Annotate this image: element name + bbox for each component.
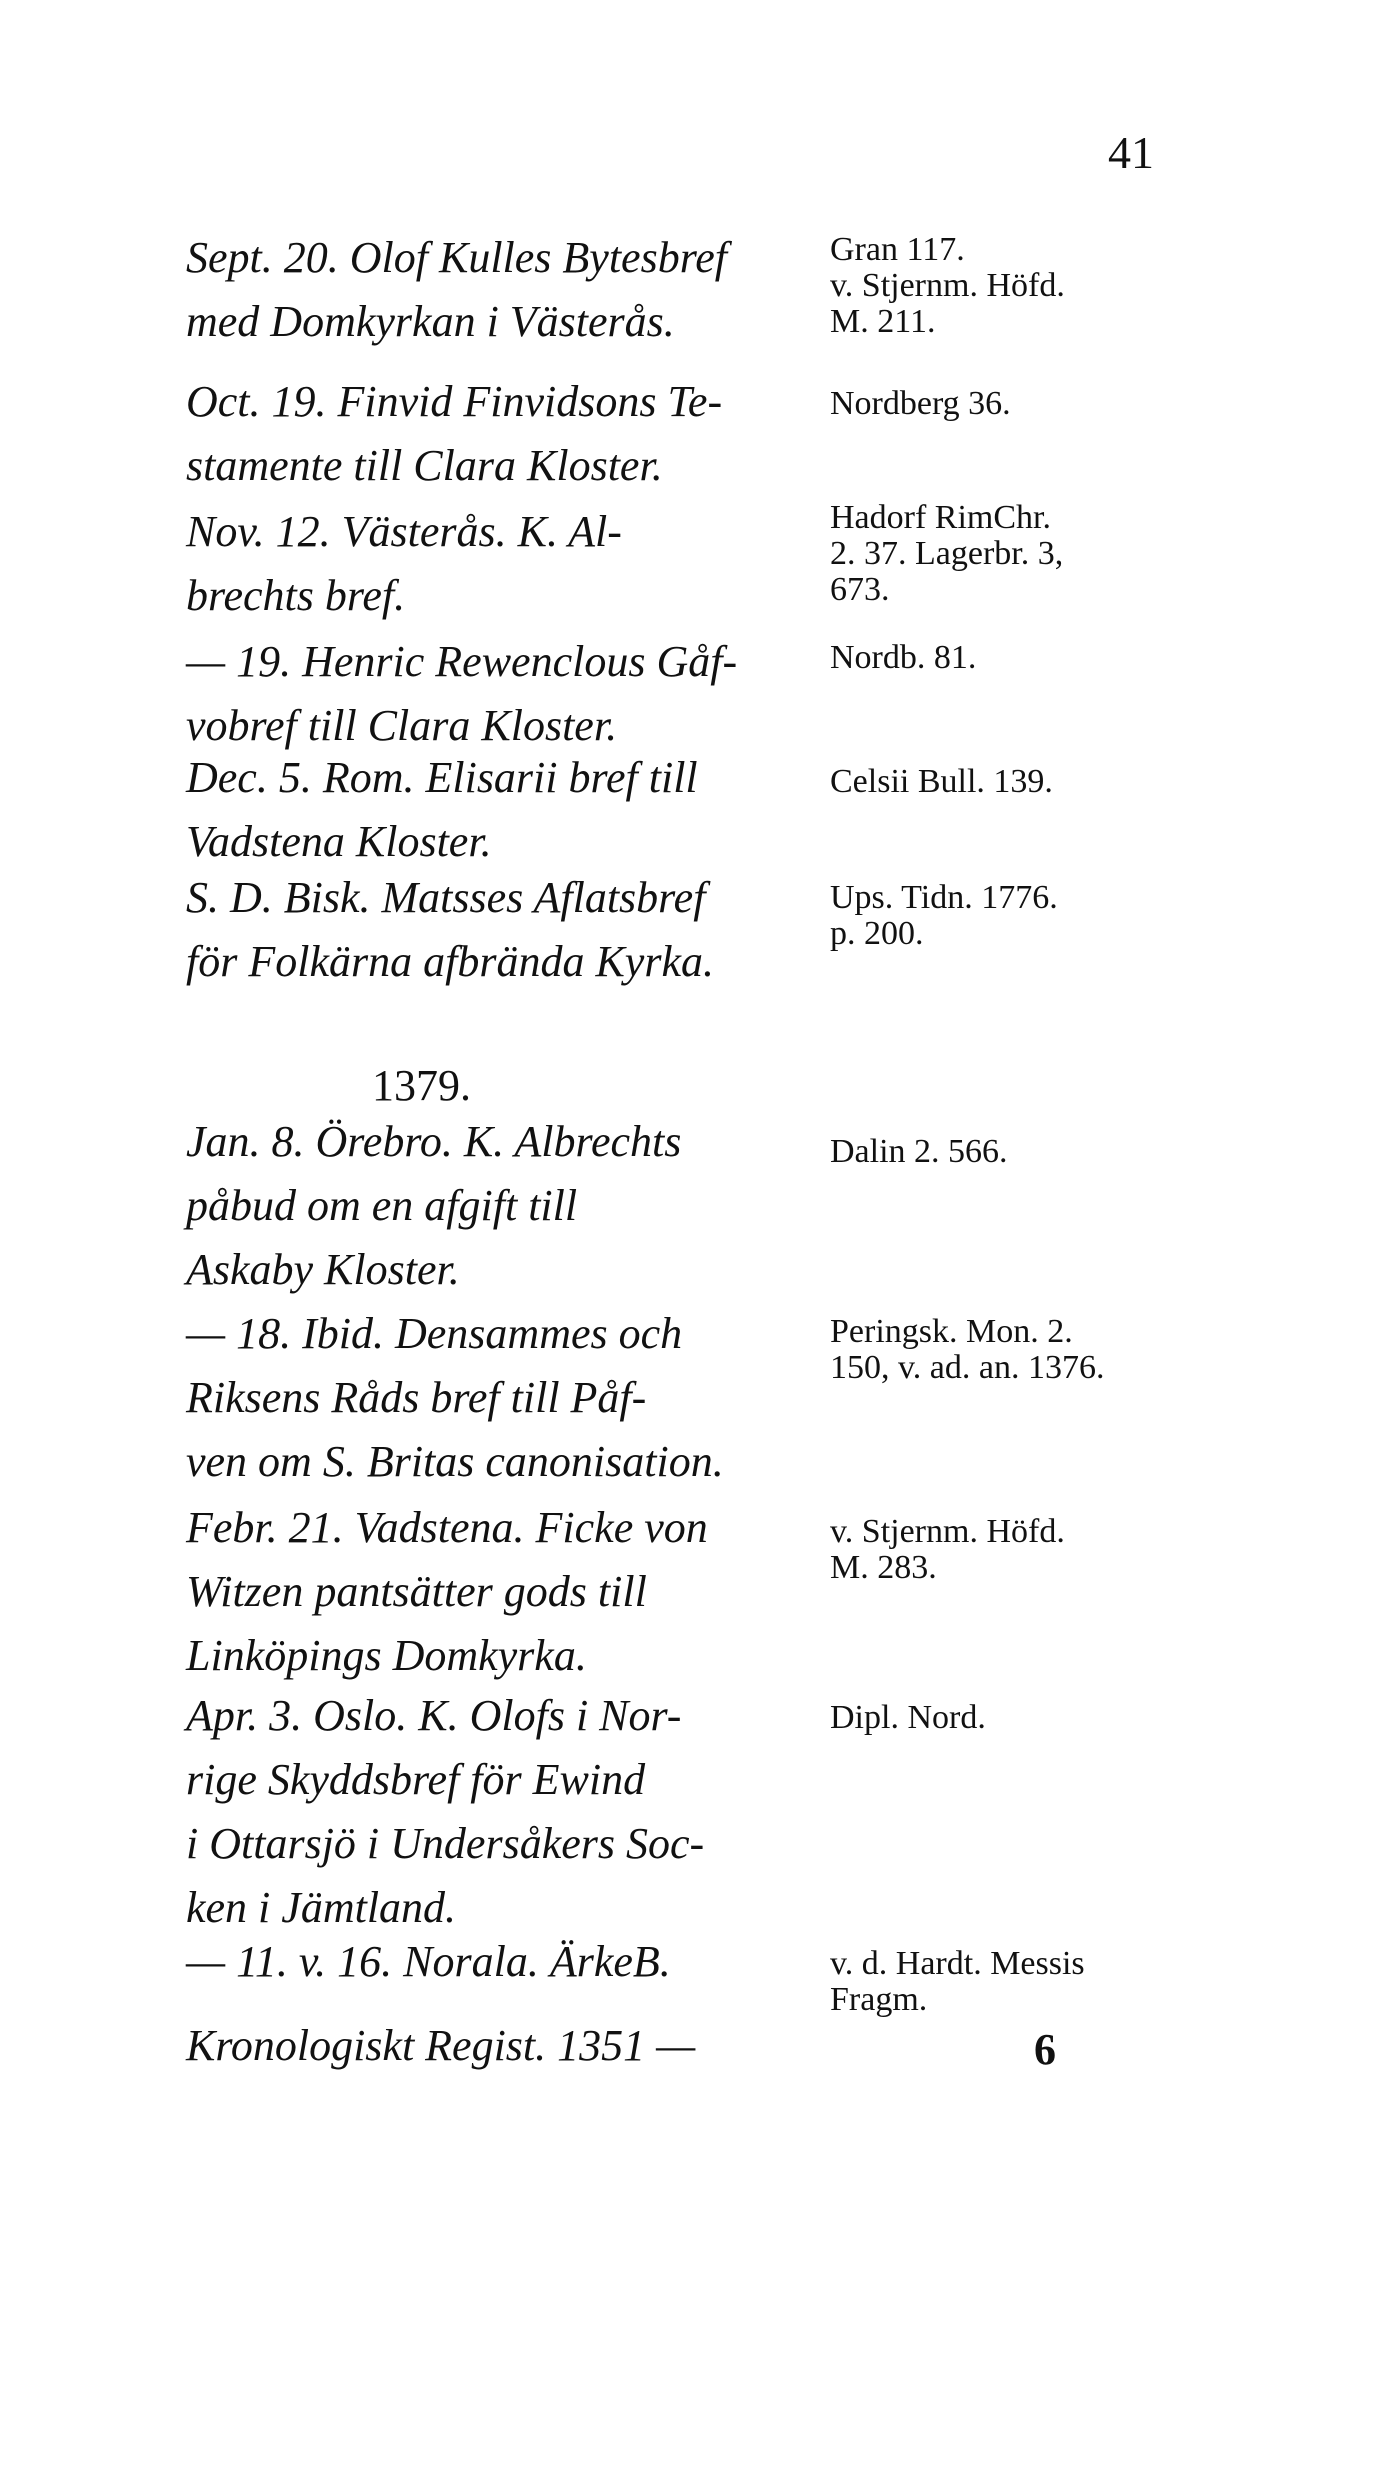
entry-text [186, 866, 826, 994]
entry-text [186, 226, 826, 354]
entry-line: Nov. 12. Västerås. K. Al- [186, 507, 622, 556]
entry-text [186, 1496, 826, 1688]
entry-line: Askaby Kloster. [186, 1245, 460, 1294]
reference-line: Peringsk. Mon. 2. [830, 1313, 1073, 1350]
entry-reference [830, 1134, 1370, 1170]
reference-line: M. 283. [830, 1549, 937, 1586]
entry-line: — 18. Ibid. Densammes och [186, 1309, 683, 1358]
reference-line: Ups. Tidn. 1776. [830, 879, 1058, 916]
reference-line: 2. 37. Lagerbr. 3, [830, 535, 1064, 572]
entry-text [186, 630, 826, 758]
entry-line: Dec. 5. Rom. Elisarii bref till [186, 753, 698, 802]
reference-line: v. d. Hardt. Messis [830, 1945, 1085, 1982]
reference-line: Dalin 2. 566. [830, 1133, 1008, 1170]
entry-reference [830, 880, 1370, 952]
entry-line: påbud om en afgift till [186, 1181, 578, 1230]
entry-line: ven om S. Britas canonisation. [186, 1437, 724, 1486]
reference-line: Celsii Bull. 139. [830, 763, 1053, 800]
reference-line: 673. [830, 571, 890, 608]
entry-line: brechts bref. [186, 571, 406, 620]
entry-line: — 19. Henric Rewenclous Gåf- [186, 637, 738, 686]
entry-line: Oct. 19. Finvid Finvidsons Te- [186, 377, 723, 426]
entry-text [186, 500, 826, 628]
entry-reference [830, 1946, 1370, 2018]
footer-catchline: Kronologiskt Regist. 1351 — [186, 2021, 696, 2070]
entry-line: Febr. 21. Vadstena. Ficke von [186, 1503, 708, 1552]
entry-text [186, 1930, 826, 1994]
entry-line: i Ottarsjö i Undersåkers Soc- [186, 1819, 705, 1868]
entry-reference [830, 1314, 1370, 1386]
reference-line: v. Stjernm. Höfd. [830, 267, 1065, 304]
entry-reference [830, 232, 1370, 340]
reference-line: Nordberg 36. [830, 385, 1011, 422]
entry-line: rige Skyddsbref för Ewind [186, 1755, 646, 1804]
entry-text [186, 1302, 826, 1494]
reference-line: M. 211. [830, 303, 936, 340]
entry-line: för Folkärna afbrända Kyrka. [186, 937, 714, 986]
entry-line: Sept. 20. Olof Kulles Bytesbref [186, 233, 727, 282]
year-heading: 1379. [372, 1061, 471, 1110]
entry-line: vobref till Clara Kloster. [186, 701, 618, 750]
entry-text [186, 1110, 826, 1302]
reference-line: Nordb. 81. [830, 639, 977, 676]
reference-line: Gran 117. [830, 231, 965, 268]
entry-line: Riksens Råds bref till Påf- [186, 1373, 647, 1422]
reference-line: Dipl. Nord. [830, 1699, 986, 1736]
entry-line: med Domkyrkan i Västerås. [186, 297, 675, 346]
entry-text [186, 746, 826, 874]
entry-reference [830, 1514, 1370, 1586]
entry-line: Witzen pantsätter gods till [186, 1567, 647, 1616]
reference-line: Fragm. [830, 1981, 928, 2018]
entry-line: Apr. 3. Oslo. K. Olofs i Nor- [186, 1691, 682, 1740]
entry-line: stamente till Clara Kloster. [186, 441, 663, 490]
entry-reference [830, 764, 1370, 800]
entry-line: ken i Jämtland. [186, 1883, 457, 1932]
entry-line: Linköpings Domkyrka. [186, 1631, 587, 1680]
entry-line: Jan. 8. Örebro. K. Albrechts [186, 1117, 682, 1166]
entry-line: S. D. Bisk. Matsses Aflatsbref [186, 873, 706, 922]
entry-reference [830, 640, 1370, 676]
entry-text [186, 1684, 826, 1940]
reference-line: Hadorf RimChr. [830, 499, 1051, 536]
signature-mark: 6 [1034, 2025, 1056, 2074]
reference-line: p. 200. [830, 915, 924, 952]
entry-reference [830, 500, 1370, 608]
reference-line: v. Stjernm. Höfd. [830, 1513, 1065, 1550]
entry-line: — 11. v. 16. Norala. ÄrkeB. [186, 1937, 671, 1986]
entry-text [186, 370, 826, 498]
page-number: 41 [1108, 127, 1154, 178]
reference-line: 150, v. ad. an. 1376. [830, 1349, 1105, 1386]
entry-line: Vadstena Kloster. [186, 817, 492, 866]
entry-reference [830, 1700, 1370, 1736]
entry-reference [830, 386, 1370, 422]
